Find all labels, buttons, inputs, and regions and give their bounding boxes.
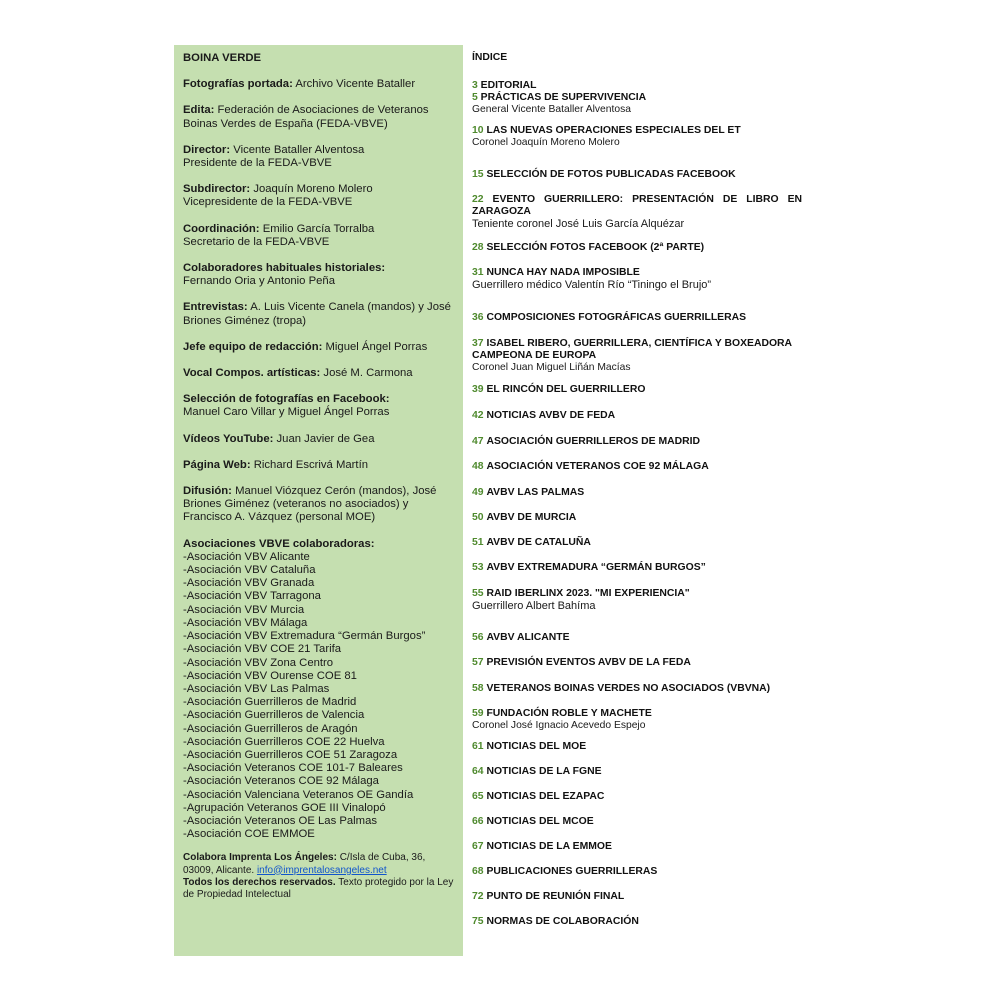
toc-entry	[472, 512, 802, 524]
toc-title: AVBV DE MURCIA	[486, 512, 577, 523]
toc-title: ASOCIACIÓN VETERANOS COE 92 MÁLAGA	[486, 461, 709, 472]
credit-value: Archivo Vicente Bataller	[295, 78, 416, 91]
credit-value: Manuel Viózquez Cerón (mandos), José Briones Giménez (veteranos no asociados) y Francisco A. Vázquez (personal MOE)	[183, 485, 437, 524]
toc-entry	[472, 537, 802, 549]
toc-title: AVBV DE CATALUÑA	[486, 537, 591, 548]
association-item: -Asociación VBV Las Palmas	[183, 682, 330, 695]
credit-value: Juan Javier de Gea	[276, 432, 375, 445]
credit-editor	[183, 341, 457, 354]
credit-value: C/Isla de Cuba, 36, 03009, Alicante.	[183, 852, 426, 876]
credit-subdirector	[183, 183, 457, 209]
toc-page-number: 37	[472, 338, 484, 349]
credit-value: Federación de Asociaciones de Veteranos Boinas Verdes de España (FEDA-VBVE)	[183, 104, 429, 130]
toc-entry	[472, 841, 802, 853]
toc-title: AVBV LAS PALMAS	[486, 487, 585, 498]
credit-label: Colabora Imprenta Los Ángeles:	[183, 852, 337, 864]
toc-entry	[472, 125, 802, 149]
toc-author: General Vicente Bataller Alventosa	[472, 104, 631, 116]
association-item: -Asociación VBV COE 21 Tarifa	[183, 643, 342, 656]
credit-youtube	[183, 433, 457, 446]
toc-title: NOTICIAS AVBV DE FEDA	[486, 410, 616, 421]
magazine-title: BOINA VERDE	[183, 52, 262, 64]
association-item: -Asociación VBV Tarragona	[183, 590, 321, 603]
credit-value: Joaquín Moreno Molero	[253, 183, 373, 196]
index-heading	[472, 52, 802, 64]
toc-page-number: 28	[472, 242, 484, 253]
toc-title: NUNCA HAY NADA IMPOSIBLE	[486, 267, 640, 278]
toc-page-number: 56	[472, 632, 484, 643]
toc-page-number: 15	[472, 169, 484, 180]
credit-label: Jefe equipo de redacción:	[183, 340, 323, 353]
credit-director	[183, 144, 457, 170]
associations-heading: Asociaciones VBVE colaboradoras:	[183, 537, 375, 550]
credit-value: Vicente Bataller Alventosa	[233, 143, 365, 156]
toc-entry	[472, 891, 802, 903]
association-item: -Asociación VBV Málaga	[183, 616, 308, 629]
credit-label: Fotografías portada:	[183, 78, 293, 91]
toc-title: EVENTO GUERRILLERO: PRESENTACIÓN DE LIBRO EN ZARAGOZA	[472, 194, 803, 218]
toc-title: NOTICIAS DE LA FGNE	[486, 766, 602, 777]
toc-entry	[472, 194, 802, 232]
toc-page-number: 64	[472, 766, 484, 777]
toc-entry	[472, 92, 802, 116]
toc-entry	[472, 384, 802, 396]
rights-label: Todos los derechos reservados.	[183, 876, 336, 888]
toc-entry	[472, 708, 802, 732]
credit-coordination	[183, 223, 457, 249]
toc-title: NOTICIAS DEL EZAPAC	[486, 791, 605, 802]
toc-page-number: 42	[472, 410, 484, 421]
toc-page-number: 22	[472, 194, 484, 205]
association-item: -Asociación Guerrilleros de Valencia	[183, 709, 365, 722]
toc-page-number: 39	[472, 384, 484, 395]
toc-page-number: 47	[472, 436, 484, 447]
credit-label: Difusión:	[183, 485, 232, 498]
toc-entry	[472, 683, 802, 695]
toc-page-number: 31	[472, 267, 484, 278]
credit-value: José M. Carmona	[323, 367, 413, 380]
toc-author: Coronel José Ignacio Acevedo Espejo	[472, 720, 646, 732]
toc-entry	[472, 816, 802, 828]
toc-title: VETERANOS BOINAS VERDES NO ASOCIADOS (VBVNA)	[486, 683, 771, 694]
credit-role: Vicepresidente de la FEDA-VBVE	[183, 196, 353, 209]
toc-title: RAID IBERLINX 2023. "MI EXPERIENCIA"	[486, 588, 690, 599]
association-item: -Asociación Guerrilleros COE 51 Zaragoza	[183, 748, 398, 761]
toc-title: PREVISIÓN EVENTOS AVBV DE LA FEDA	[486, 657, 691, 668]
credit-publisher	[183, 104, 457, 130]
toc-author: Guerrillero médico Valentín Río “Tiningo el Brujo”	[472, 279, 712, 292]
association-item: -Asociación VBV Cataluña	[183, 564, 316, 577]
toc-page-number: 68	[472, 866, 484, 877]
toc-entry	[472, 916, 802, 928]
toc-entry	[472, 741, 802, 753]
credit-web	[183, 459, 457, 472]
credit-role: Secretario de la FEDA-VBVE	[183, 235, 330, 248]
printer-email-link[interactable]: info@imprentalosangeles.net	[256, 864, 387, 876]
toc-page-number: 51	[472, 537, 484, 548]
toc-page-number: 75	[472, 916, 484, 927]
credit-role: Presidente de la FEDA-VBVE	[183, 157, 332, 170]
credit-label: Vocal Compos. artísticas:	[183, 367, 321, 380]
credit-value: Miguel Ángel Porras	[325, 340, 428, 353]
association-item: -Asociación COE EMMOE	[183, 828, 315, 841]
toc-entry	[472, 312, 802, 324]
association-item: -Asociación VBV Murcia	[183, 603, 305, 616]
toc-author: Coronel Joaquín Moreno Molero	[472, 137, 620, 149]
credit-label: Entrevistas:	[183, 301, 248, 314]
toc-author: Guerrillero Albert Bahíma	[472, 600, 596, 613]
toc-title: AVBV EXTREMADURA “GERMÁN BURGOS”	[486, 562, 706, 573]
toc-entry	[472, 410, 802, 422]
toc-page-number: 57	[472, 657, 484, 668]
toc-entry	[472, 242, 802, 254]
toc-entry	[472, 487, 802, 499]
toc-title: EDITORIAL	[480, 80, 537, 91]
toc-page-number: 65	[472, 791, 484, 802]
credit-historians	[183, 262, 457, 288]
association-item: -Asociación Guerrilleros COE 22 Huelva	[183, 735, 385, 748]
toc-title: ASOCIACIÓN GUERRILLEROS DE MADRID	[486, 436, 701, 447]
toc-page-number: 66	[472, 816, 484, 827]
toc-page-number: 61	[472, 741, 484, 752]
toc-author: Teniente coronel José Luis García Alquézar	[472, 218, 685, 231]
association-item: -Asociación VBV Extremadura “Germán Burgos”	[183, 630, 426, 643]
association-item: -Asociación VBV Zona Centro	[183, 656, 334, 669]
credit-label: Colaboradores habituales historiales:	[183, 262, 386, 275]
credit-facebook	[183, 393, 457, 419]
toc-entry	[472, 766, 802, 778]
toc-title: NORMAS DE COLABORACIÓN	[486, 916, 639, 927]
printer-credit	[183, 852, 457, 901]
toc-entry	[472, 436, 802, 448]
credits-panel	[174, 45, 463, 956]
association-item: -Asociación Guerrilleros de Madrid	[183, 696, 357, 709]
toc-title: LAS NUEVAS OPERACIONES ESPECIALES DEL ET	[486, 125, 741, 136]
credit-label: Edita:	[183, 104, 215, 117]
credit-value: Manuel Caro Villar y Miguel Ángel Porras	[183, 406, 390, 419]
association-item: -Asociación Valenciana Veteranos OE Gandía	[183, 788, 414, 801]
association-item: -Asociación Guerrilleros de Aragón	[183, 722, 358, 735]
association-item: -Asociación Veteranos COE 101-7 Baleares	[183, 762, 403, 775]
credit-label: Página Web:	[183, 458, 251, 471]
toc-title: PUNTO DE REUNIÓN FINAL	[486, 891, 625, 902]
association-item: -Asociación VBV Ourense COE 81	[183, 669, 357, 682]
toc-entry	[472, 80, 802, 92]
credit-label: Director:	[183, 143, 231, 156]
credit-label: Subdirector:	[183, 183, 251, 196]
association-item: -Asociación Veteranos COE 92 Málaga	[183, 775, 379, 788]
toc-title: NOTICIAS DE LA EMMOE	[486, 841, 612, 852]
toc-page-number: 72	[472, 891, 484, 902]
credit-label: Selección de fotografías en Facebook:	[183, 393, 390, 406]
credit-value: Emilio García Torralba	[262, 222, 375, 235]
toc-title: PUBLICACIONES GUERRILLERAS	[486, 866, 658, 877]
credit-value: Fernando Oria y Antonio Peña	[183, 275, 335, 288]
toc-entry	[472, 632, 802, 644]
credit-label: Vídeos YouTube:	[183, 432, 274, 445]
toc-entry	[472, 588, 802, 613]
toc-title: ISABEL RIBERO, GUERRILLERA, CIENTÍFICA Y BOXEADORA CAMPEONA DE EUROPA	[472, 338, 792, 362]
toc-entry	[472, 657, 802, 669]
toc-title: PRÁCTICAS DE SUPERVIVENCIA	[480, 92, 647, 103]
credit-art	[183, 367, 457, 380]
toc-page-number: 55	[472, 588, 484, 599]
toc-title: FUNDACIÓN ROBLE Y MACHETE	[486, 708, 652, 719]
association-item: -Asociación VBV Granada	[183, 577, 315, 590]
credit-diffusion	[183, 485, 457, 525]
toc-title: NOTICIAS DEL MCOE	[486, 816, 594, 827]
credit-cover	[183, 78, 457, 91]
toc-entry	[472, 267, 802, 292]
toc-title: SELECCIÓN DE FOTOS PUBLICADAS FACEBOOK	[486, 169, 736, 180]
association-item: -Asociación VBV Alicante	[183, 550, 310, 563]
credit-value: A. Luis Vicente Canela (mandos) y José Briones Giménez (tropa)	[183, 301, 451, 327]
toc-entry	[472, 866, 802, 878]
toc-page-number: 59	[472, 708, 484, 719]
rights-value: Texto protegido por la Ley de Propiedad Intelectual	[183, 876, 454, 900]
toc-entry	[472, 338, 802, 375]
toc-page-number: 58	[472, 683, 484, 694]
toc-page-number: 67	[472, 841, 484, 852]
toc-title: COMPOSICIONES FOTOGRÁFICAS GUERRILLERAS	[486, 312, 747, 323]
toc-page-number: 5	[472, 92, 478, 103]
associations-list	[183, 551, 457, 841]
toc-page-number: 36	[472, 312, 484, 323]
toc-title: EL RINCÓN DEL GUERRILLERO	[486, 384, 646, 395]
toc-page-number: 53	[472, 562, 484, 573]
index-heading-text: ÍNDICE	[472, 52, 508, 63]
toc-author: Coronel Juan Miguel Liñán Macías	[472, 362, 631, 374]
toc-page-number: 3	[472, 80, 478, 91]
association-item: -Agrupación Veteranos GOE III Vinalopó	[183, 801, 386, 814]
toc-title: NOTICIAS DEL MOE	[486, 741, 587, 752]
associations-block	[183, 538, 457, 842]
credit-value: Richard Escrivá Martín	[253, 458, 368, 471]
toc-title: AVBV ALICANTE	[486, 632, 570, 643]
toc-page-number: 50	[472, 512, 484, 523]
credit-label: Coordinación:	[183, 222, 260, 235]
association-item: -Asociación Veteranos OE Las Palmas	[183, 814, 378, 827]
toc-entry	[472, 562, 802, 574]
credit-interviews	[183, 301, 457, 327]
toc-title: SELECCIÓN FOTOS FACEBOOK (2ª PARTE)	[486, 242, 705, 253]
toc-entry	[472, 461, 802, 473]
toc-page-number: 48	[472, 461, 484, 472]
toc-page-number: 49	[472, 487, 484, 498]
toc-entry	[472, 791, 802, 803]
toc-page-number: 10	[472, 125, 484, 136]
toc-entry	[472, 169, 802, 181]
